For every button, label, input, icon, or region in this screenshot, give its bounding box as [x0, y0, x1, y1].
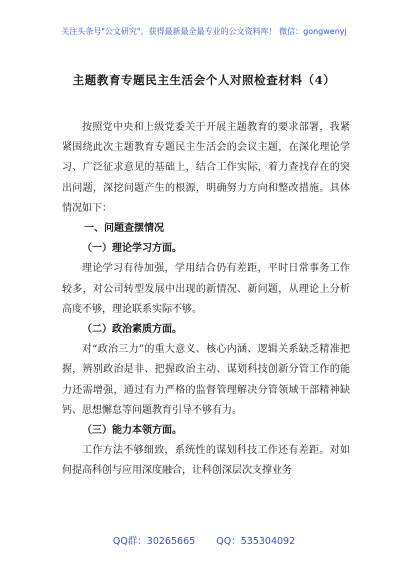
paragraph-political-quality: 对“政治三力”的重大意义、核心内涵、逻辑关系缺乏精准把握，辨别政治是非、把握政治主动、谋划科技创新分管工作的能力还需增强，通过有力严格的监督管理解决分管领域干部精神缺钙、思想懈怠等问题教育引导不够有力。	[62, 344, 350, 416]
paragraph-ability: 工作方法不够细致，系统性的谋划科技工作还有差距。对如何提高科创与应用深度融合，让科创深层次支撑业务	[62, 445, 350, 477]
header-notice: 关注头条号"公文研究"，获得最新最全最专业的公文资料库！ 微信：gongwenyj	[61, 27, 347, 36]
subheading-political-quality: （二）政治素质方面。	[82, 324, 182, 336]
document-title: 主题教育专题民主生活会个人对照检查材料（4）	[72, 73, 336, 87]
document-body	[62, 118, 350, 482]
section-heading-problems: 一、问题查摆情况	[84, 223, 164, 235]
footer-contact: QQ群：30265665 QQ：535304092	[112, 536, 296, 547]
paragraph-theory-study: 理论学习有待加强，学用结合仍有差距，平时日常事务工作较多，对公司转型发展中出现的新情况、新问题，从理论上分析高度不够，理论联系实际不够。	[62, 263, 350, 315]
subheading-theory-study: （一）理论学习方面。	[82, 243, 182, 255]
intro-paragraph: 按照党中央和上级党委关于开展主题教育的要求部署，我紧紧围绕此次主题教育专题民主生活会的会议主题，在深化理论学习、广泛征求意见的基础上，结合工作实际，着力查找存在的突出问题，深挖问题产生的根源，明确努力方向和整改措施。具体情况如下：	[62, 122, 350, 214]
subheading-ability: （三）能力本领方面。	[82, 425, 182, 437]
